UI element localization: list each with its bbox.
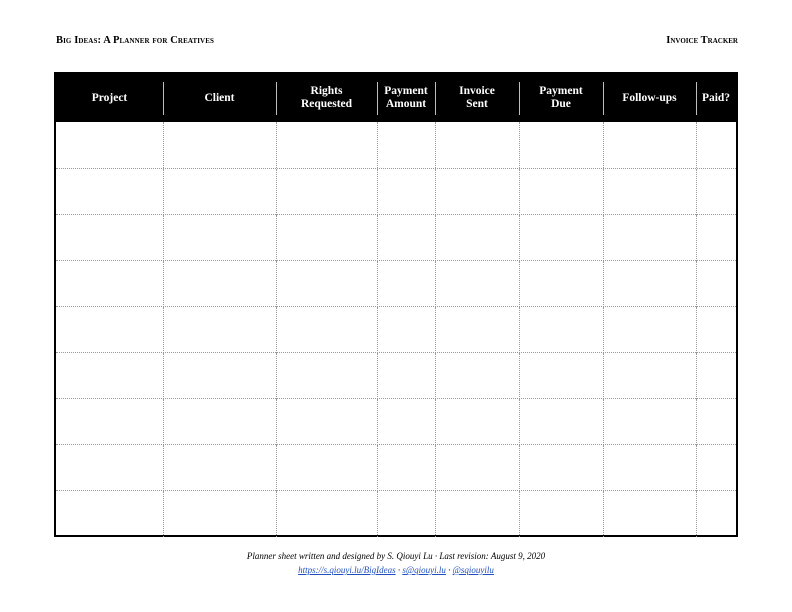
planner-title: Big Ideas: A Planner for Creatives xyxy=(56,35,214,46)
cell-rights-requested[interactable] xyxy=(276,399,377,445)
cell-project[interactable] xyxy=(56,353,163,399)
sheet-title: Invoice Tracker xyxy=(666,35,738,46)
cell-payment-due[interactable] xyxy=(519,353,603,399)
cell-client[interactable] xyxy=(163,353,276,399)
cell-payment-due[interactable] xyxy=(519,399,603,445)
cell-rights-requested[interactable] xyxy=(276,353,377,399)
column-header-client: Client xyxy=(163,74,276,122)
footer-email-link[interactable]: s@qiouyi.lu xyxy=(402,565,446,575)
table-row xyxy=(56,490,736,536)
cell-rights-requested[interactable] xyxy=(276,261,377,307)
cell-invoice-sent[interactable] xyxy=(435,445,519,491)
column-header-project: Project xyxy=(91,91,128,104)
cell-payment-amount[interactable] xyxy=(377,491,435,537)
cell-client[interactable] xyxy=(163,169,276,215)
cell-project[interactable] xyxy=(56,307,163,353)
cell-payment-due[interactable] xyxy=(519,122,603,168)
cell-paid[interactable] xyxy=(696,261,736,307)
cell-paid[interactable] xyxy=(696,215,736,261)
table-row xyxy=(56,260,736,306)
cell-payment-amount[interactable] xyxy=(377,122,435,168)
cell-follow-ups[interactable] xyxy=(603,445,696,491)
cell-rights-requested[interactable] xyxy=(276,169,377,215)
table-row xyxy=(56,444,736,490)
cell-paid[interactable] xyxy=(696,445,736,491)
cell-rights-requested[interactable] xyxy=(276,122,377,168)
cell-follow-ups[interactable] xyxy=(603,353,696,399)
column-header-follow-ups: Follow-ups xyxy=(603,74,696,122)
cell-rights-requested[interactable] xyxy=(276,491,377,537)
table-row xyxy=(56,352,736,398)
cell-payment-amount[interactable] xyxy=(377,215,435,261)
cell-project[interactable] xyxy=(56,169,163,215)
table-row xyxy=(56,214,736,260)
cell-follow-ups[interactable] xyxy=(603,307,696,353)
cell-follow-ups[interactable] xyxy=(603,169,696,215)
table-row xyxy=(56,122,736,168)
table-row xyxy=(56,168,736,214)
cell-invoice-sent[interactable] xyxy=(435,215,519,261)
footer-links xyxy=(0,565,792,575)
cell-client[interactable] xyxy=(163,445,276,491)
footer-handle-link[interactable]: @sqiouyilu xyxy=(452,565,494,575)
cell-payment-amount[interactable] xyxy=(377,261,435,307)
cell-payment-due[interactable] xyxy=(519,169,603,215)
footer-separator: · xyxy=(395,565,403,575)
cell-invoice-sent[interactable] xyxy=(435,169,519,215)
cell-payment-due[interactable] xyxy=(519,261,603,307)
cell-payment-amount[interactable] xyxy=(377,445,435,491)
cell-paid[interactable] xyxy=(696,353,736,399)
table-row xyxy=(56,306,736,352)
column-header-payment-amount: Payment Amount xyxy=(377,74,435,122)
cell-invoice-sent[interactable] xyxy=(435,353,519,399)
cell-payment-amount[interactable] xyxy=(377,399,435,445)
cell-payment-due[interactable] xyxy=(519,307,603,353)
table-row xyxy=(56,398,736,444)
invoice-tracker-table xyxy=(54,72,738,537)
cell-payment-amount[interactable] xyxy=(377,169,435,215)
column-header-invoice-sent: Invoice Sent xyxy=(435,74,519,122)
cell-payment-due[interactable] xyxy=(519,215,603,261)
cell-project[interactable] xyxy=(56,261,163,307)
cell-project[interactable] xyxy=(56,122,163,168)
cell-client[interactable] xyxy=(163,399,276,445)
cell-invoice-sent[interactable] xyxy=(435,307,519,353)
cell-invoice-sent[interactable] xyxy=(435,399,519,445)
cell-paid[interactable] xyxy=(696,491,736,537)
column-header-rights-requested: Rights Requested xyxy=(276,74,377,122)
cell-rights-requested[interactable] xyxy=(276,215,377,261)
footer-credit: Planner sheet written and designed by S. Qiouyi Lu · Last revision: August 9, 2020 xyxy=(246,551,546,561)
cell-paid[interactable] xyxy=(696,122,736,168)
footer-url-link[interactable]: https://s.qiouyi.lu/BigIdeas xyxy=(298,565,396,575)
cell-paid[interactable] xyxy=(696,307,736,353)
cell-payment-due[interactable] xyxy=(519,491,603,537)
cell-client[interactable] xyxy=(163,215,276,261)
cell-rights-requested[interactable] xyxy=(276,307,377,353)
cell-follow-ups[interactable] xyxy=(603,399,696,445)
cell-project[interactable] xyxy=(56,445,163,491)
column-header-paid: Paid? xyxy=(696,74,736,122)
cell-follow-ups[interactable] xyxy=(603,215,696,261)
cell-invoice-sent[interactable] xyxy=(435,261,519,307)
cell-follow-ups[interactable] xyxy=(603,261,696,307)
cell-paid[interactable] xyxy=(696,399,736,445)
cell-rights-requested[interactable] xyxy=(276,445,377,491)
cell-payment-amount[interactable] xyxy=(377,307,435,353)
column-header-payment-due: Payment Due xyxy=(519,74,603,122)
cell-follow-ups[interactable] xyxy=(603,491,696,537)
cell-project[interactable] xyxy=(56,491,163,537)
cell-paid[interactable] xyxy=(696,169,736,215)
cell-invoice-sent[interactable] xyxy=(435,491,519,537)
cell-project[interactable] xyxy=(56,399,163,445)
table-header xyxy=(56,74,736,122)
table-body xyxy=(56,122,736,535)
cell-client[interactable] xyxy=(163,491,276,537)
cell-payment-amount[interactable] xyxy=(377,353,435,399)
footer-separator: · xyxy=(445,565,453,575)
cell-client[interactable] xyxy=(163,122,276,168)
cell-client[interactable] xyxy=(163,307,276,353)
cell-payment-due[interactable] xyxy=(519,445,603,491)
cell-follow-ups[interactable] xyxy=(603,122,696,168)
cell-client[interactable] xyxy=(163,261,276,307)
cell-project[interactable] xyxy=(56,215,163,261)
cell-invoice-sent[interactable] xyxy=(435,122,519,168)
